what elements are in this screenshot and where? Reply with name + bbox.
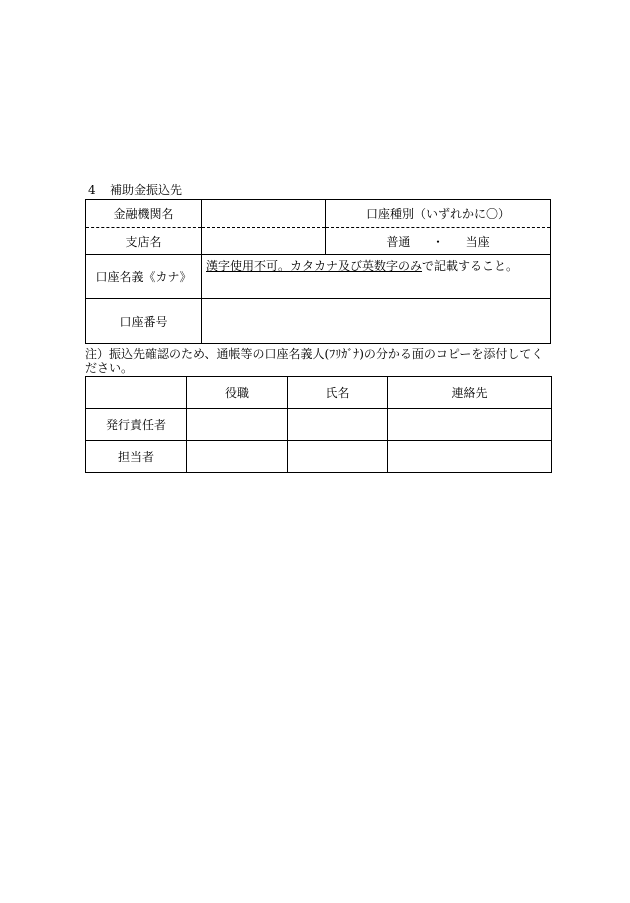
account-number-label: 口座番号: [86, 299, 202, 344]
staff-position-cell[interactable]: [187, 441, 288, 473]
staff-contact-cell[interactable]: [388, 441, 552, 473]
account-number-value[interactable]: [202, 299, 551, 344]
staff-name-cell[interactable]: [288, 441, 388, 473]
staff-table: [85, 376, 552, 473]
section-heading: [88, 181, 182, 198]
holder-note-tail: で記載すること。: [422, 259, 519, 273]
branch-label: 支店名: [86, 228, 202, 255]
holder-label: 口座名義《カナ》: [86, 255, 202, 299]
account-type-options[interactable]: [326, 228, 551, 255]
institution-label: 金融機関名: [86, 200, 202, 228]
section-number: 4: [88, 183, 96, 197]
staff-header-name: 氏名: [288, 377, 388, 409]
staff-row-label: 発行責任者: [86, 409, 187, 441]
staff-contact-cell[interactable]: [388, 409, 552, 441]
staff-header-position: 役職: [187, 377, 288, 409]
table-row: [86, 409, 552, 441]
account-type-option-current[interactable]: 当座: [465, 234, 490, 249]
staff-header-blank: [86, 377, 187, 409]
holder-value[interactable]: [202, 255, 551, 299]
attachment-note: 注）振込先確認のため、通帳等の口座名義人(ﾌﾘｶﾞﾅ)の分かる面のコピーを添付してください。: [85, 347, 544, 375]
institution-value[interactable]: [202, 200, 326, 228]
staff-name-cell[interactable]: [288, 409, 388, 441]
table-row: [86, 441, 552, 473]
account-type-option-ordinary[interactable]: 普通: [386, 234, 411, 249]
holder-note-underlined: 漢字使用不可。カタカナ及び英数字のみ: [206, 259, 423, 273]
account-type-label: 口座種別（いずれかに〇）: [326, 200, 551, 228]
branch-value[interactable]: [202, 228, 326, 255]
bank-account-table: [85, 199, 551, 344]
section-title: 補助金振込先: [110, 183, 183, 197]
staff-row-label: 担当者: [86, 441, 187, 473]
account-type-separator: ・: [431, 234, 444, 249]
staff-header-contact: 連絡先: [388, 377, 552, 409]
staff-position-cell[interactable]: [187, 409, 288, 441]
